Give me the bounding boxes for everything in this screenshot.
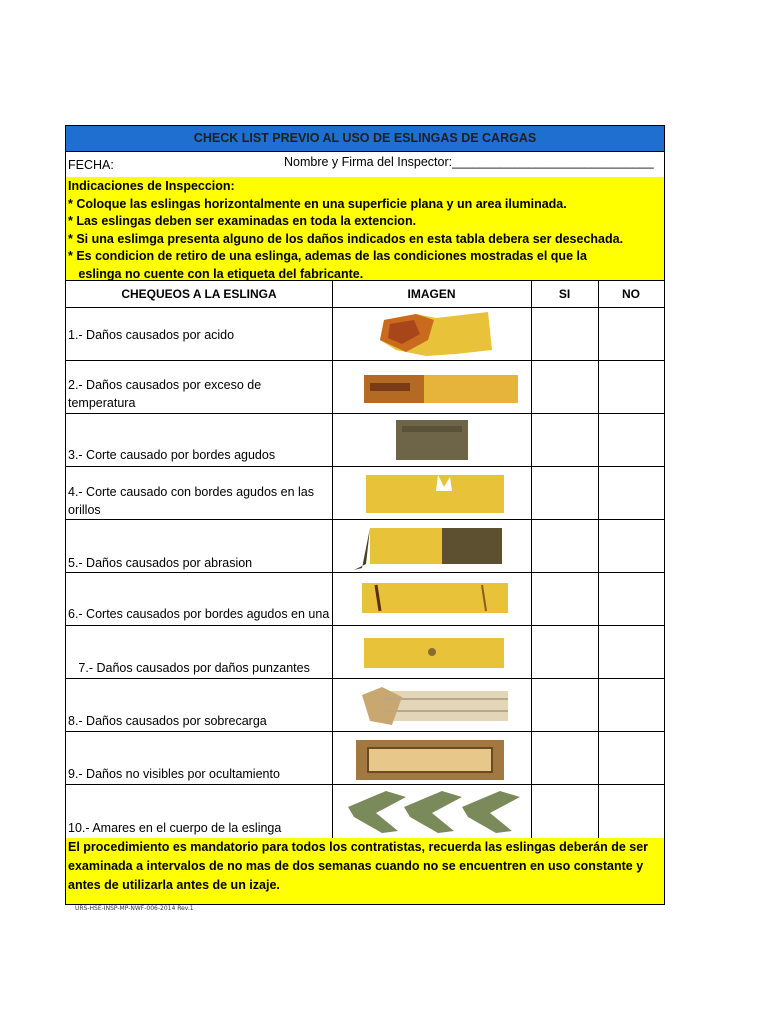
checklist-sheet (65, 125, 665, 905)
row-label: 7.- Daños causados por daños punzantes (68, 661, 310, 675)
column-header-check: CHEQUEOS A LA ESLINGA (66, 281, 332, 308)
instruction-line: * Las eslingas deben ser examinadas en toda la extencion. (68, 214, 417, 228)
heat-damage-image (364, 373, 520, 407)
inspector-signature-label: Nombre y Firma del Inspector:_____________________________ (284, 155, 654, 169)
table-row (66, 361, 664, 414)
row-label: 3.- Corte causado por bordes agudos (68, 448, 276, 462)
hidden-damage-image (356, 738, 506, 782)
fecha-row (66, 152, 664, 178)
acid-damage-image (376, 310, 494, 358)
table-row (66, 308, 664, 361)
document-code: URS-HSE-INSP-MP-NWF-006-2014 Rev.1 (75, 905, 194, 912)
row-label: 4.- Corte causado con bordes agudos en las orillos (68, 485, 314, 517)
cuts-image (362, 581, 510, 617)
instruction-line: * Si una eslimga presenta alguno de los daños indicados en esta tabla debera ser desechada. (68, 231, 624, 246)
column-header-si: SI (531, 281, 598, 308)
edge-cut-image (366, 473, 506, 515)
row-label: 2.- Daños causados por exceso de temperatura (68, 378, 262, 410)
row-label: 8.- Daños causados por sobrecarga (68, 714, 267, 728)
row-label: 5.- Daños causados por abrasion (68, 556, 253, 570)
mandatory-procedure-note: El procedimiento es mandatorio para todos los contratistas, recuerda las eslingas deberán de ser examinada a intervalos de no mas de dos semanas cuando no se encuentren en uso constante y antes de utilizarla antes de un izaje. (66, 838, 664, 904)
row-label: 9.- Daños no visibles por ocultamiento (68, 767, 280, 781)
column-header-no: NO (598, 281, 664, 308)
sharp-edge-cut-image (396, 418, 470, 462)
table-row (66, 414, 664, 467)
knots-image (346, 787, 522, 835)
table-row (66, 520, 664, 573)
instruction-line: eslinga no cuente con la etiqueta del fabricante. (68, 266, 364, 281)
table-row (66, 467, 664, 520)
fecha-label: FECHA: (68, 158, 114, 172)
row-label: 6.- Cortes causados por bordes agudos en una (68, 607, 330, 621)
table-row (66, 626, 664, 679)
row-label: 10.- Amares en el cuerpo de la eslinga (68, 821, 282, 835)
instructions-heading: Indicaciones de Inspeccion: (68, 179, 235, 193)
instruction-line: * Coloque las eslingas horizontalmente en una superficie plana y un area iluminada. (68, 196, 567, 211)
instruction-line: * Es condicion de retiro de una eslinga, ademas de las condiciones mostradas el que la (68, 249, 587, 263)
inspection-instructions (66, 177, 664, 281)
row-label: 1.- Daños causados por acido (68, 328, 235, 342)
table-row (66, 679, 664, 732)
table-row (66, 573, 664, 626)
table-row (66, 732, 664, 785)
abrasion-damage-image (352, 524, 504, 570)
overload-damage-image (362, 685, 510, 727)
page-title: CHECK LIST PREVIO AL USO DE ESLINGAS DE CARGAS (66, 126, 664, 152)
column-header-image: IMAGEN (332, 281, 531, 308)
table-row (66, 785, 664, 838)
puncture-damage-image (364, 636, 506, 670)
